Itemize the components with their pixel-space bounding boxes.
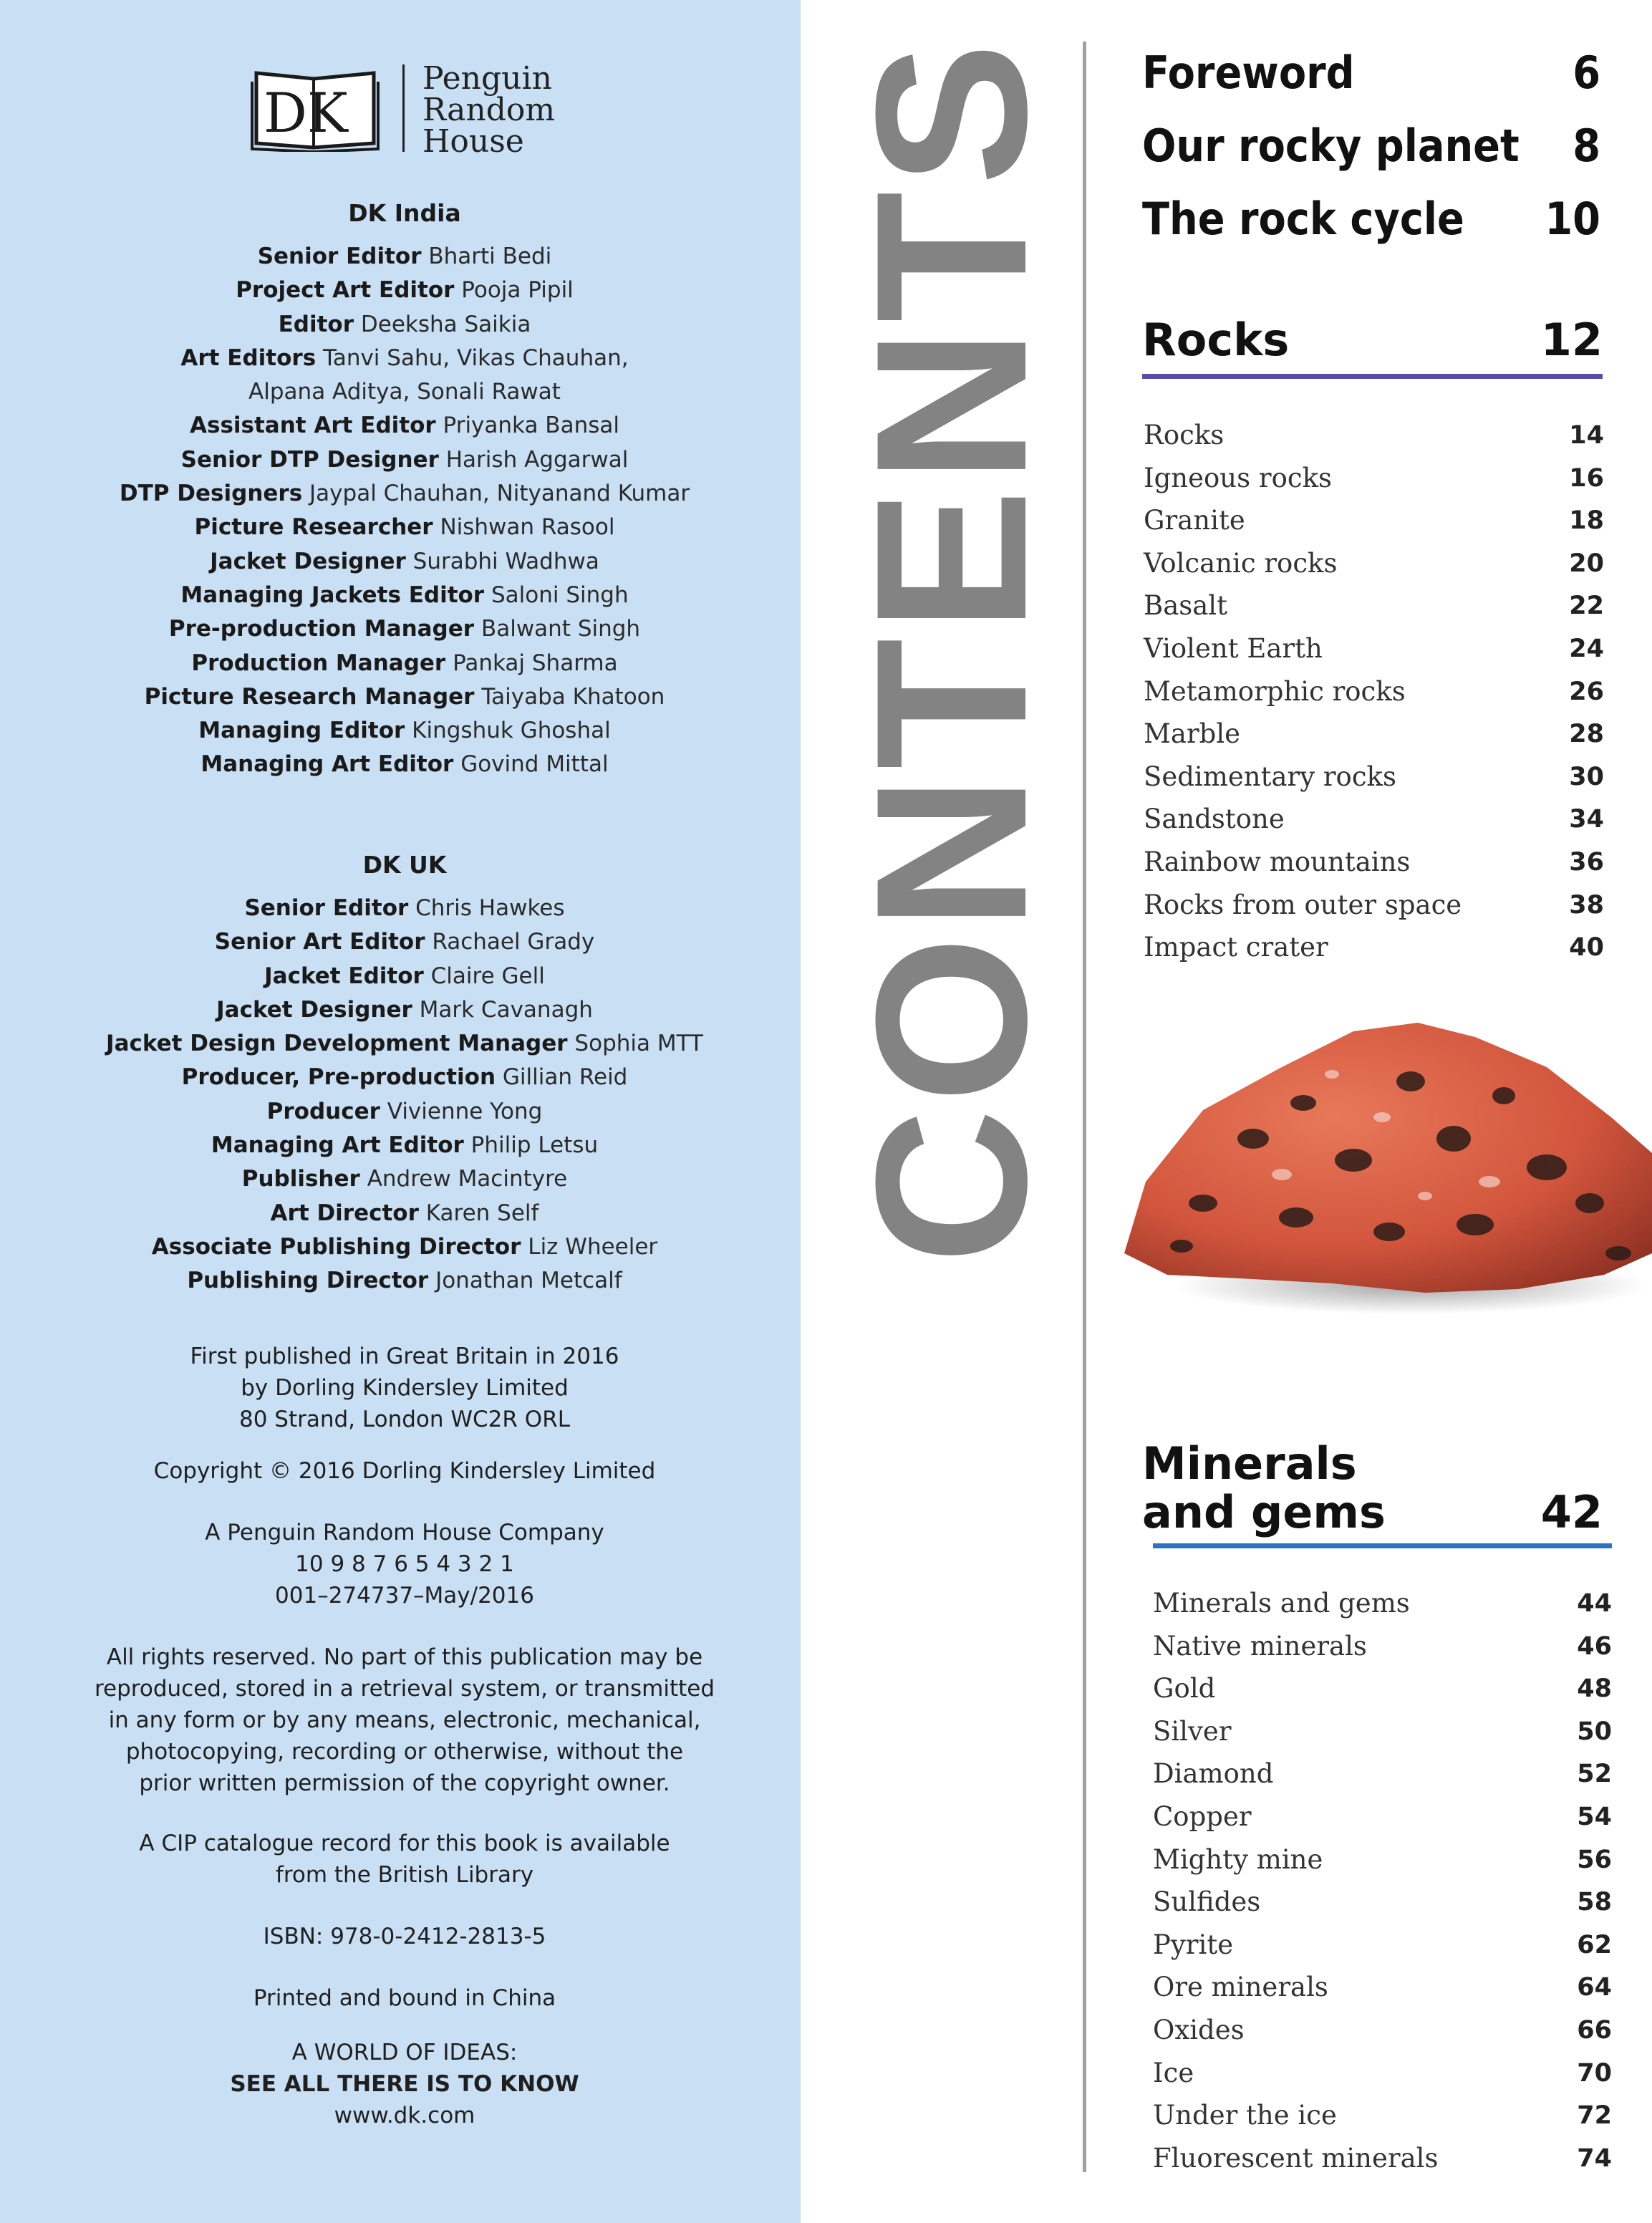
website-link[interactable]: www.dk.com [334, 2103, 475, 2128]
toc-item-page: 52 [1577, 1760, 1612, 1789]
credit-name: Philip Letsu [470, 1132, 599, 1159]
toc-item-page: 22 [1569, 592, 1604, 621]
toc-item[interactable] [1144, 759, 1604, 802]
credit-line [29, 892, 781, 925]
toc-item-page: 24 [1569, 634, 1604, 663]
toc-item[interactable] [1153, 1842, 1612, 1885]
text-line: reproduced, stored in a retrieval system, or transmitted [94, 1676, 715, 1702]
toc-item-page: 14 [1569, 421, 1604, 450]
contents-title: CONTENTS [831, 37, 1071, 1264]
credit-role: Assistant Art Editor [190, 413, 436, 439]
toc-item-label: Impact crater [1144, 932, 1328, 963]
toc-item[interactable] [1144, 716, 1604, 759]
toc-item-label: Copper [1153, 1800, 1252, 1832]
imprint-panel [0, 0, 801, 2223]
credit-role: Producer [266, 1098, 380, 1124]
credit-role: Managing Art Editor [201, 751, 454, 778]
contents-divider [1083, 42, 1086, 2172]
rocks-section-heading[interactable] [1142, 315, 1603, 365]
credit-name: Gillian Reid [502, 1064, 628, 1091]
credit-name: Andrew Macintyre [367, 1166, 568, 1192]
toc-item[interactable] [1153, 2012, 1612, 2055]
toc-item-page: 56 [1577, 1845, 1612, 1874]
credit-role: Producer, Pre-production [181, 1064, 496, 1091]
credit-name: Nishwan Rasool [440, 514, 615, 541]
text-line: 001–274737–May/2016 [275, 1583, 534, 1609]
publisher-logo [251, 60, 652, 160]
dk-uk-heading: DK UK [362, 851, 447, 879]
credit-role: Senior Art Editor [214, 929, 425, 955]
toc-item-label: Diamond [1153, 1758, 1274, 1790]
credit-name: Karen Self [425, 1200, 539, 1226]
toc-item-label: Sandstone [1144, 804, 1285, 835]
toc-item-label: Silver [1153, 1715, 1232, 1747]
toc-item-label: Rocks from outer space [1144, 889, 1462, 920]
toc-item[interactable] [1144, 801, 1604, 844]
toc-item[interactable] [1144, 844, 1604, 887]
toc-item-page: 72 [1577, 2101, 1612, 2131]
toc-item[interactable] [1153, 2098, 1612, 2141]
rights-block [29, 1641, 781, 1799]
main-entry-3[interactable] [1142, 193, 1600, 245]
rocks-toc-list [1144, 418, 1604, 973]
rocks-heading-page: 12 [1540, 314, 1603, 366]
credit-line [29, 274, 781, 307]
credit-name: Pankaj Sharma [453, 650, 618, 676]
minerals-heading-line2: and gems [1142, 1486, 1386, 1538]
tagline-bold: SEE ALL THERE IS TO KNOW [230, 2071, 579, 2097]
text-line: 80 Strand, London WC2R ORL [238, 1407, 571, 1432]
credit-line [29, 1230, 781, 1264]
toc-item[interactable] [1153, 1884, 1612, 1927]
credit-role: Publisher [241, 1166, 360, 1192]
toc-item[interactable] [1144, 930, 1604, 973]
minerals-toc-list [1153, 1586, 1612, 2183]
credit-line [29, 511, 781, 544]
text-line: prior written permission of the copyright owner. [139, 1770, 670, 1796]
main-entry-1[interactable] [1142, 47, 1600, 99]
credit-role: Jacket Designer [210, 548, 406, 574]
toc-item[interactable] [1144, 674, 1604, 717]
text-line: All rights reserved. No part of this publication may be [106, 1644, 703, 1670]
text-line: A CIP catalogue record for this book is available [139, 1831, 670, 1856]
toc-item-page: 34 [1569, 805, 1604, 834]
toc-item-label: Sulfides [1153, 1886, 1261, 1918]
toc-item-label: Rocks [1144, 420, 1224, 450]
credit-role: Pre-production Manager [168, 616, 475, 642]
main-entry-label: Our rocky planet [1142, 120, 1520, 172]
toc-item[interactable] [1144, 631, 1604, 674]
toc-item[interactable] [1144, 418, 1604, 460]
credit-role: Jacket Design Development Manager [106, 1031, 568, 1057]
main-entry-page: 10 [1545, 193, 1600, 245]
credit-role: DTP Designers [119, 481, 303, 507]
toc-item-label: Violent Earth [1144, 632, 1323, 664]
credit-name: Alpana Aditya, Sonali Rawat [248, 379, 561, 405]
toc-item-label: Fluorescent minerals [1153, 2142, 1439, 2174]
copyright-line: Copyright © 2016 Dorling Kindersley Limited [153, 1458, 656, 1484]
text-line: A Penguin Random House Company [205, 1520, 604, 1546]
credit-name: Balwant Singh [480, 616, 641, 642]
toc-item-label: Granite [1144, 505, 1245, 536]
logo-divider [402, 64, 405, 152]
credit-line [29, 545, 781, 579]
credit-line [29, 925, 781, 959]
main-entry-2[interactable] [1142, 120, 1600, 172]
toc-item[interactable] [1153, 1799, 1612, 1842]
credit-role: Associate Publishing Director [151, 1233, 521, 1260]
toc-item-page: 36 [1569, 847, 1604, 877]
toc-item-page: 40 [1569, 933, 1604, 963]
credit-role: Art Director [270, 1200, 419, 1226]
credit-line [29, 714, 781, 748]
main-entry-page: 8 [1573, 120, 1600, 172]
toc-item-label: Mighty mine [1153, 1843, 1323, 1875]
toc-item-label: Ore minerals [1153, 1972, 1328, 2003]
credit-name: Jaypal Chauhan, Nityanand Kumar [309, 481, 690, 507]
toc-item[interactable] [1144, 588, 1604, 631]
text-line: by Dorling Kindersley Limited [241, 1375, 569, 1401]
toc-item-page: 66 [1577, 2015, 1612, 2045]
dk-india-heading: DK India [348, 199, 461, 227]
toc-item-page: 46 [1577, 1631, 1612, 1661]
credit-role: Senior Editor [257, 243, 422, 269]
toc-item-label: Under the ice [1153, 2100, 1337, 2131]
isbn-line: ISBN: 978-0-2412-2813-5 [263, 1924, 546, 1949]
toc-item-page: 16 [1569, 463, 1604, 493]
rocks-heading-label: Rocks [1142, 314, 1290, 366]
main-entry-label: Foreword [1142, 47, 1355, 99]
toc-item-page: 74 [1577, 2144, 1612, 2173]
toc-item-label: Oxides [1153, 2014, 1245, 2045]
credit-line [29, 612, 781, 646]
dk-uk-credit-list [29, 892, 781, 1298]
toc-item[interactable] [1153, 2055, 1612, 2098]
text-line: photocopying, recording or otherwise, without the [125, 1739, 684, 1765]
toc-item-page: 20 [1569, 549, 1604, 578]
credit-line [29, 1197, 781, 1230]
toc-item[interactable] [1144, 503, 1604, 546]
dk-india-credit-list [29, 240, 781, 782]
toc-item-label: Metamorphic rocks [1144, 675, 1406, 707]
dk-india-credits [29, 199, 781, 782]
toc-item-label: Sedimentary rocks [1144, 761, 1396, 792]
credit-line [29, 1027, 781, 1061]
text-line: in any form or by any means, electronic, mechanical, [108, 1707, 701, 1733]
toc-item-label: Volcanic rocks [1144, 547, 1338, 579]
credit-line [29, 1061, 781, 1094]
main-entry-page: 6 [1573, 47, 1600, 99]
credit-name: Chris Hawkes [415, 895, 565, 921]
toc-item-label: Native minerals [1153, 1630, 1367, 1662]
toc-item-page: 50 [1577, 1717, 1612, 1746]
toc-item[interactable] [1153, 1586, 1612, 1629]
printed-line: Printed and bound in China [253, 1985, 556, 2011]
credit-role: Production Manager [191, 650, 446, 676]
toc-item-page: 28 [1569, 720, 1604, 749]
credit-name: Vivienne Yong [387, 1098, 543, 1124]
toc-item[interactable] [1153, 1671, 1612, 1714]
credit-name: Rachael Grady [432, 929, 595, 955]
credit-name: Claire Gell [430, 963, 545, 989]
credit-name: Bharti Bedi [428, 243, 552, 269]
credit-role: Senior Editor [244, 895, 409, 921]
credit-line [29, 748, 781, 781]
toc-item-label: Minerals and gems [1153, 1588, 1410, 1619]
svg-text:DK: DK [264, 81, 348, 145]
credit-role: Jacket Editor [264, 963, 424, 989]
toc-item[interactable] [1153, 1756, 1612, 1799]
credit-role: Jacket Designer [216, 996, 412, 1023]
toc-item-page: 54 [1577, 1802, 1612, 1831]
credit-name: Pooja Pipil [461, 277, 574, 304]
credit-role: Managing Jackets Editor [180, 582, 485, 608]
toc-item-page: 30 [1569, 762, 1604, 791]
credit-line [29, 960, 781, 993]
toc-item-label: Basalt [1144, 590, 1227, 622]
minerals-heading-page: 42 [1540, 1486, 1603, 1538]
credit-line [29, 1095, 781, 1129]
credit-name: Kingshuk Ghoshal [412, 718, 611, 744]
credit-role: Art Editors [180, 344, 317, 371]
credit-name: Priyanka Bansal [443, 413, 619, 439]
toc-item-page: 70 [1577, 2058, 1612, 2088]
credit-role: Editor [278, 311, 354, 337]
credit-name: Taiyaba Khatoon [481, 683, 665, 710]
minerals-section-heading[interactable] [1142, 1437, 1603, 1538]
penguin-random-house-wordmark: Penguin Random House [422, 60, 556, 160]
first-published-block [29, 1341, 781, 1435]
text-line: 10 9 8 7 6 5 4 3 2 1 [295, 1551, 514, 1577]
credit-role: Managing Editor [198, 718, 405, 744]
toc-item[interactable] [1153, 1714, 1612, 1757]
toc-item-label: Gold [1153, 1673, 1216, 1704]
credit-line [29, 647, 781, 680]
toc-item[interactable] [1144, 460, 1604, 503]
toc-item-label: Rainbow mountains [1144, 846, 1411, 877]
credit-line [29, 1129, 781, 1162]
toc-item-page: 38 [1569, 890, 1604, 920]
credit-role: Publishing Director [187, 1268, 429, 1294]
toc-item[interactable] [1144, 546, 1604, 589]
credit-name: Tanvi Sahu, Vikas Chauhan, [323, 344, 629, 371]
dk-logo-icon [251, 63, 380, 152]
credit-role: Picture Researcher [194, 514, 433, 541]
credit-name: Liz Wheeler [528, 1233, 658, 1260]
credit-line [29, 1264, 781, 1298]
credit-line [29, 579, 781, 612]
toc-item-page: 18 [1569, 506, 1604, 536]
toc-item-label: Marble [1144, 718, 1241, 750]
minerals-rule [1153, 1543, 1612, 1548]
toc-item[interactable] [1153, 1927, 1612, 1970]
cip-block [29, 1828, 781, 1891]
toc-item-label: Igneous rocks [1144, 462, 1332, 493]
credit-line [29, 409, 781, 443]
credit-line [29, 443, 781, 477]
toc-item-page: 62 [1577, 1930, 1612, 1959]
credit-name: Mark Cavanagh [419, 996, 593, 1023]
toc-item-page: 26 [1569, 677, 1604, 706]
credit-line [29, 680, 781, 714]
toc-item-label: Pyrite [1153, 1929, 1234, 1960]
main-entry-label: The rock cycle [1142, 193, 1464, 245]
toc-item[interactable] [1153, 1969, 1612, 2012]
company-block [29, 1517, 781, 1611]
credit-name: Saloni Singh [491, 582, 629, 608]
toc-item-label: Ice [1153, 2057, 1194, 2088]
credit-name: Govind Mittal [460, 751, 609, 778]
granite-rock-image [1117, 1017, 1652, 1318]
credit-name: Jonathan Metcalf [435, 1268, 622, 1294]
credit-role: Project Art Editor [236, 277, 455, 304]
credit-name: Deeksha Saikia [360, 311, 531, 337]
rocks-rule [1142, 374, 1603, 379]
text-line: from the British Library [275, 1862, 534, 1888]
credit-line [29, 1162, 781, 1196]
credit-line [29, 308, 781, 342]
credit-role: Managing Art Editor [211, 1132, 464, 1159]
toc-item[interactable] [1144, 887, 1604, 930]
credit-line [29, 342, 781, 375]
toc-item-page: 58 [1577, 1888, 1612, 1917]
toc-item[interactable] [1153, 1629, 1612, 1672]
tagline: A WORLD OF IDEAS: [291, 2040, 518, 2065]
credit-name: Sophia MTT [574, 1031, 703, 1057]
credit-line [29, 375, 781, 409]
toc-item-page: 64 [1577, 1973, 1612, 2002]
credit-role: Senior DTP Designer [180, 446, 439, 473]
toc-item-page: 44 [1577, 1589, 1612, 1618]
toc-item[interactable] [1153, 2141, 1612, 2184]
credit-role: Picture Research Manager [144, 683, 475, 710]
credit-name: Surabhi Wadhwa [412, 548, 599, 574]
text-line: First published in Great Britain in 2016 [190, 1344, 619, 1369]
credit-line [29, 240, 781, 274]
minerals-heading-line1: Minerals [1142, 1437, 1357, 1490]
credit-name: Harish Aggarwal [445, 446, 629, 473]
publication-details [29, 1341, 781, 2131]
dk-uk-credits [29, 851, 781, 1298]
credit-line [29, 477, 781, 511]
credit-line [29, 993, 781, 1027]
toc-item-page: 48 [1577, 1674, 1612, 1704]
